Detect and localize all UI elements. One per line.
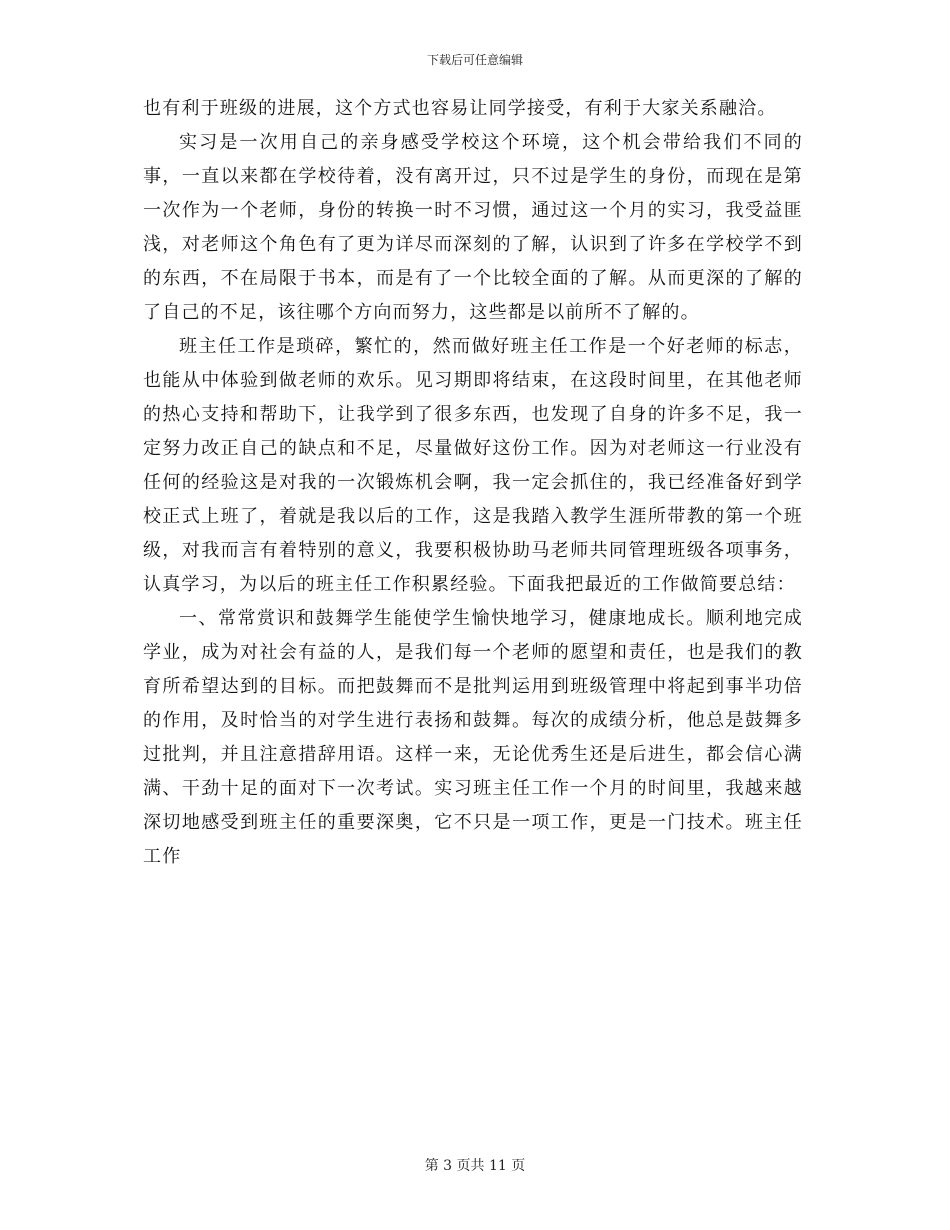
page-footer: 第 3 页共 11 页 [424, 1158, 526, 1174]
paragraph-internship: 实习是一次用自己的亲身感受学校这个环境，这个机会带给我们不同的事，一直以来都在学校待着，没有离开过，只不过是学生的身份，而现在是第一次作为一个老师，身份的转换一时不习惯，通过这一个月的实习，我受益匪浅，对老师这个角色有了更为详尽而深刻的了解，认识到了许多在学校学不到的东西，不在局限于书本，而是有了一个比较全面的了解。从而更深的了解的了自己的不足，该往哪个方向而努力，这些都是以前所不了解的。 [143, 132, 803, 323]
paragraph-point-one: 一、常常赏识和鼓舞学生能使学生愉快地学习，健康地成长。顺利地完成学业，成为对社会有益的人，是我们每一个老师的愿望和责任，也是我们的教育所希望达到的目标。而把鼓舞而不是批判运用到班级管理中将起到事半功倍的作用，及时恰当的对学生进行表扬和鼓舞。每次的成绩分析，他总是鼓舞多过批判，并且注意措辞用语。这样一来，无论优秀生还是后进生，都会信心满满、干劲十足的面对下一次考试。实习班主任工作一个月的时间里，我越来越深切地感受到班主任的重要深奥，它不只是一项工作，更是一门技术。班主任工作 [143, 608, 803, 867]
paragraph-continuation: 也有利于班级的进展，这个方式也容易让同学接受，有利于大家关系融洽。 [143, 98, 777, 119]
page-header: 下载后可任意编辑 [426, 53, 523, 67]
paragraph-class-teacher-work: 班主任工作是琐碎，繁忙的，然而做好班主任工作是一个好老师的标志，也能从中体验到做老师的欢乐。见习期即将结束，在这段时间里，在其他老师的热心支持和帮助下，让我学到了很多东西，也发现了自身的许多不足，我一定努力改正自己的缺点和不足，尽量做好这份工作。因为对老师这一行业没有任何的经验这是对我的一次锻炼机会啊，我一定会抓住的，我已经准备好到学校正式上班了，着就是我以后的工作，这是我踏入教学生涯所带教的第一个班级，对我而言有着特别的意义，我要积极协助马老师共同管理班级各项事务，认真学习，为以后的班主任工作积累经验。下面我把最近的工作做简要总结： [143, 336, 803, 595]
document-body [143, 92, 803, 874]
